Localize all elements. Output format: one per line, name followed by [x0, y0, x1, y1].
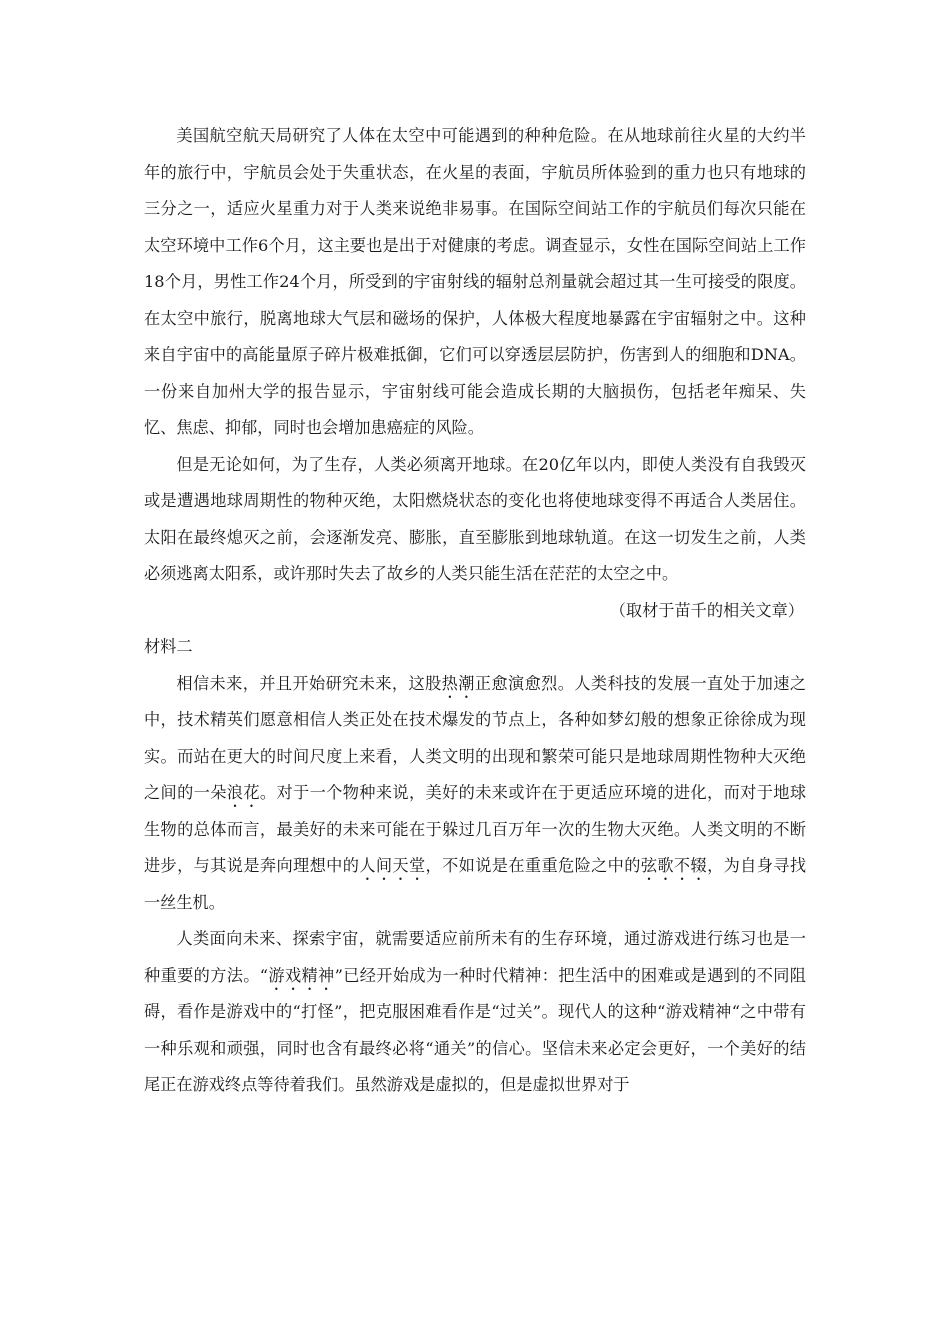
text-segment: 正愈演愈烈。人类科技的发展一直处于加速之中，技术精英们愿意相信人类正处在技术爆发的节点上，各种如梦幻般的想象正徐徐成为现实。而站在更大的时间尺度上来看，人类文明的出现和繁荣可能只是地球周期性物种大灭绝之间的一朵 [144, 673, 807, 802]
text-segment: ，为自身寻找一丝生机。 [144, 856, 807, 912]
material2-paragraph-1 [144, 666, 806, 922]
text-segment: 人类面向未来、探索宇宙，就需要适应前所未有的生存环境，通过游戏进行练习也是一种重要的方法。“ [144, 929, 806, 985]
material1-paragraph-1: 美国航空航天局研究了人体在太空中可能遇到的种种危险。在从地球前往火星的大约半年的旅行中，宇航员会处于失重状态，在火星的表面，宇航员所体验到的重力也只有地球的三分之一，适应火星重力对于人类来说绝非易事。在国际空间站工作的宇航员们每次只能在太空环境中工作6个月，这主要也是出于对健康的考虑。调查显示，女性在国际空间站上工作18个月，男性工作24个月，所受到的宇宙射线的辐射总剂量就会超过其一生可接受的限度。在太空中旅行，脱离地球大气层和磁场的保护，人体极大程度地暴露在宇宙辐射之中。这种来自宇宙中的高能量原子碎片极难抵御，它们可以穿透层层防护，伤害到人的细胞和DNA。一份来自加州大学的报告显示，宇宙射线可能会造成长期的大脑损伤，包括老年痴呆、失忆、焦虑、抑郁，同时也会增加患癌症的风险。 [144, 126, 806, 437]
source-citation: （取材于苗千的相关文章） [609, 600, 804, 620]
dotted-word-paradise: 人间天堂 [359, 856, 426, 875]
document-page [144, 118, 806, 1104]
text-segment: ，不如说是在重重危险之中的 [425, 856, 641, 875]
dotted-word-xiange-buchuo: 弦歌不辍 [640, 856, 708, 875]
text-segment: 相信未来，并且开始研究未来，这股 [176, 673, 442, 693]
material2-paragraph-2 [144, 921, 806, 1104]
dotted-word-wave: 浪花 [226, 783, 260, 802]
dotted-word-game-spirit: 游戏精神 [268, 965, 335, 985]
dotted-word-hot-trend: 热潮 [441, 673, 475, 693]
text-segment: ”已经开始成为一种时代精神：把生活中的困难或是遇到的不同阻碍，看作是游戏中的“打怪”，把克服困难看作是“过关”。现代人的这种“游戏精神“之中带有一种乐观和顽强，同时也含有最终必将“通关”的信心。坚信未来必定会更好，一个美好的结尾正在游戏终点等待着我们。虽然游戏是虚拟的，但是虚拟世界对于 [144, 965, 806, 1094]
material2-heading: 材料二 [144, 637, 193, 656]
material1-paragraph-2: 但是无论如何，为了生存，人类必须离开地球。在20亿年以内，即使人类没有自我毁灭或是遭遇地球周期性的物种灭绝，太阳燃烧状态的变化也将使地球变得不再适合人类居住。太阳在最终熄灭之前，会逐渐发亮、膨胀，直至膨胀到地球轨道。在这一切发生之前，人类必须逃离太阳系，或许那时失去了故乡的人类只能生活在茫茫的太空之中。 [144, 454, 806, 583]
text-segment: 。对于一个物种来说，美好的未来或许在于更适应环境的进化，而对于地球生物的总体而言，最美好的未来可能在于躲过几百万年一次的生物大灭绝。人类文明的不断进步，与其说是奔向理想中的 [144, 783, 807, 875]
